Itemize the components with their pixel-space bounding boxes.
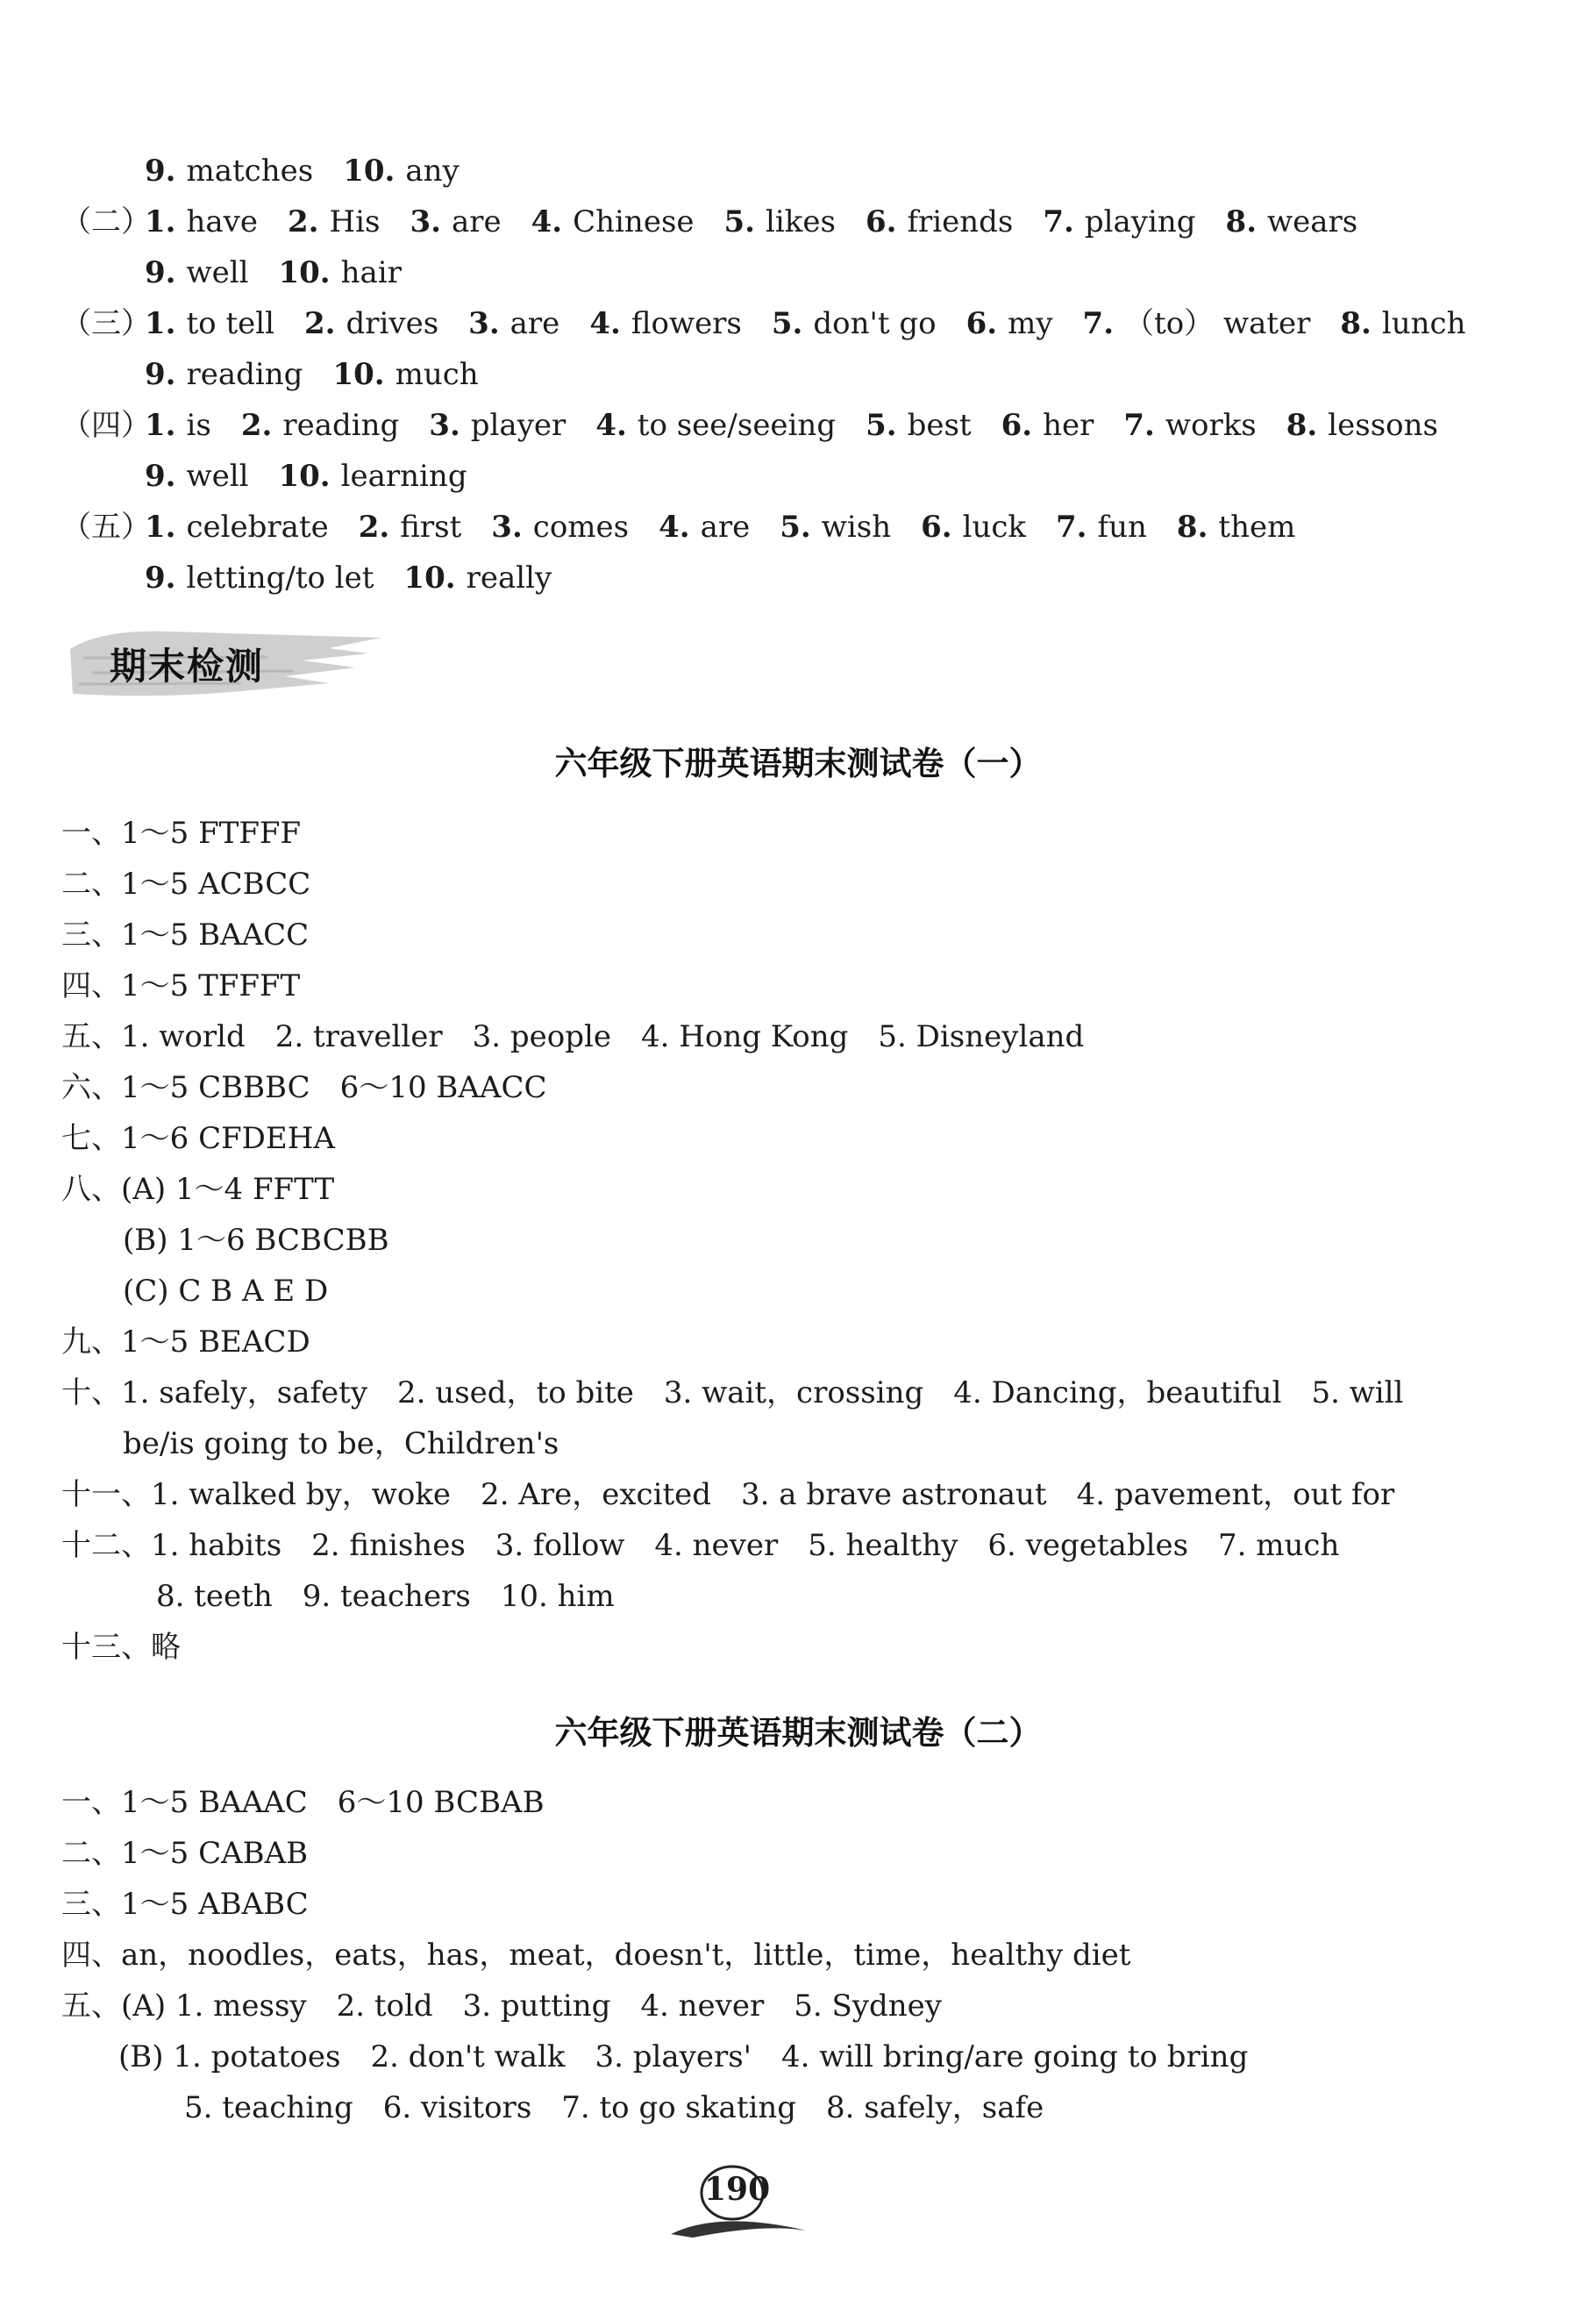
test1-answer-line: 四、1～5 TFFFT <box>61 968 301 1003</box>
answer-item: 5. likes <box>723 204 836 239</box>
test1-title: 六年级下册英语期末测试卷（一） <box>554 745 1042 782</box>
answer-item: 9. matches <box>145 153 314 189</box>
test1-answer-line: 二、1～5 ACBCC <box>61 867 311 902</box>
row-label: （四） <box>61 408 151 443</box>
final-test-banner <box>66 618 390 706</box>
test1-answer-line: 九、1～5 BEACD <box>61 1324 310 1360</box>
test2-answer-line: 三、1～5 ABABC <box>61 1887 309 1922</box>
answer-item: 9. well <box>145 459 249 494</box>
answer-item: 9. reading <box>145 357 303 392</box>
test2-answer-line: 五、(A) 1. messy 2. told 3. putting 4. never 5. Sydney <box>61 1988 942 2024</box>
answer-row <box>61 403 1468 447</box>
answer-item: 7. （to） water <box>1082 306 1311 341</box>
answer-item: 10. learning <box>278 459 467 494</box>
answer-item: 3. player <box>429 408 566 443</box>
answer-row <box>61 302 1496 346</box>
answer-item: 7. playing <box>1043 204 1196 239</box>
answer-item: 7. fun <box>1056 510 1147 545</box>
banner-title: 期末检测 <box>110 645 265 688</box>
answer-item: 6. my <box>965 306 1053 341</box>
row-label: （五） <box>61 510 151 545</box>
test1-answer-line: 十一、1. walked by，woke 2. Are，excited 3. a brave astronaut 4. pavement，out for <box>61 1477 1395 1512</box>
answer-item: 10. really <box>403 560 552 596</box>
answer-row <box>145 556 581 600</box>
test1-answer-line: be/is going to be，Children's <box>123 1426 559 1461</box>
test1-answer-line: 八、(A) 1～4 FFTT <box>61 1172 335 1207</box>
answer-item: 10. much <box>332 357 479 392</box>
answer-item: 4. are <box>659 510 751 545</box>
test2-answer-line: 二、1～5 CABAB <box>61 1836 309 1871</box>
answer-row <box>145 251 431 295</box>
test2-answer-line: (B) 1. potatoes 2. don't walk 3. players' 4. will bring/are going to bring <box>118 2039 1249 2074</box>
answer-item: 4. Chinese <box>531 204 695 239</box>
test1-answer-line: (B) 1～6 BCBCBB <box>123 1223 389 1258</box>
page-number: 190 <box>666 2162 816 2245</box>
test1-answer-line: 十、1. safely，safety 2. used，to bite 3. wait，crossing 4. Dancing，beautiful 5. will <box>61 1375 1404 1410</box>
answer-item: 1. celebrate <box>145 510 329 545</box>
answer-item: 8. lunch <box>1340 306 1466 341</box>
answer-item: 1. have <box>145 204 258 239</box>
answer-item: 5. best <box>866 408 972 443</box>
answer-item: 4. flowers <box>589 306 742 341</box>
test1-answer-line: 六、1～5 CBBBC 6～10 BAACC <box>61 1070 547 1105</box>
answer-row <box>61 505 1325 549</box>
test2-title: 六年级下册英语期末测试卷（二） <box>554 1714 1042 1752</box>
test1-answer-line: 五、1. world 2. traveller 3. people 4. Hong Kong 5. Disneyland <box>61 1019 1085 1054</box>
answer-item: 8. wears <box>1225 204 1358 239</box>
answer-item: 7. works <box>1123 408 1257 443</box>
answer-item: 8. lessons <box>1286 408 1438 443</box>
answer-item: 6. her <box>1001 408 1094 443</box>
answer-row <box>145 149 489 193</box>
answer-item: 2. drives <box>303 306 439 341</box>
answer-item: 4. to see/seeing <box>595 408 837 443</box>
answer-item: 1. to tell <box>145 306 274 341</box>
answer-row <box>61 200 1387 244</box>
answer-item: 8. them <box>1176 510 1296 545</box>
answer-item: 10. hair <box>278 255 402 290</box>
answer-item: 3. are <box>410 204 502 239</box>
answer-item: 9. letting/to let <box>145 560 374 596</box>
test2-answer-line: 5. teaching 6. visitors 7. to go skating 8. safely，safe <box>184 2090 1044 2125</box>
answer-row <box>145 454 497 498</box>
row-label: （二） <box>61 204 151 239</box>
test1-answer-line: 8. teeth 9. teachers 10. him <box>156 1579 615 1614</box>
answer-item: 9. well <box>145 255 249 290</box>
answer-item: 3. are <box>468 306 560 341</box>
test1-answer-line: 十二、1. habits 2. finishes 3. follow 4. never 5. healthy 6. vegetables 7. much <box>61 1528 1340 1563</box>
answer-item: 2. first <box>358 510 462 545</box>
answer-item: 10. any <box>343 153 460 189</box>
test1-answer-line: (C) C B A E D <box>123 1274 329 1309</box>
answer-row <box>145 353 509 396</box>
answer-item: 6. friends <box>865 204 1014 239</box>
test1-answer-line: 一、1～5 FTFFF <box>61 816 302 851</box>
answer-item: 1. is <box>145 408 211 443</box>
answer-item: 3. comes <box>491 510 630 545</box>
answer-item: 2. reading <box>240 408 400 443</box>
test2-answer-line: 一、1～5 BAAAC 6～10 BCBAB <box>61 1785 545 1820</box>
test1-answer-line: 十三、略 <box>61 1630 181 1665</box>
answer-item: 6. luck <box>921 510 1027 545</box>
row-label: （三） <box>61 306 151 341</box>
test1-answer-line: 三、1～5 BAACC <box>61 917 310 953</box>
answer-item: 2. His <box>288 204 381 239</box>
test1-answer-line: 七、1～6 CFDEHA <box>61 1121 335 1156</box>
answer-item: 5. wish <box>780 510 892 545</box>
answer-item: 5. don't go <box>771 306 937 341</box>
test2-answer-line: 四、an，noodles，eats，has，meat，doesn't，little，time，healthy diet <box>61 1938 1131 1973</box>
